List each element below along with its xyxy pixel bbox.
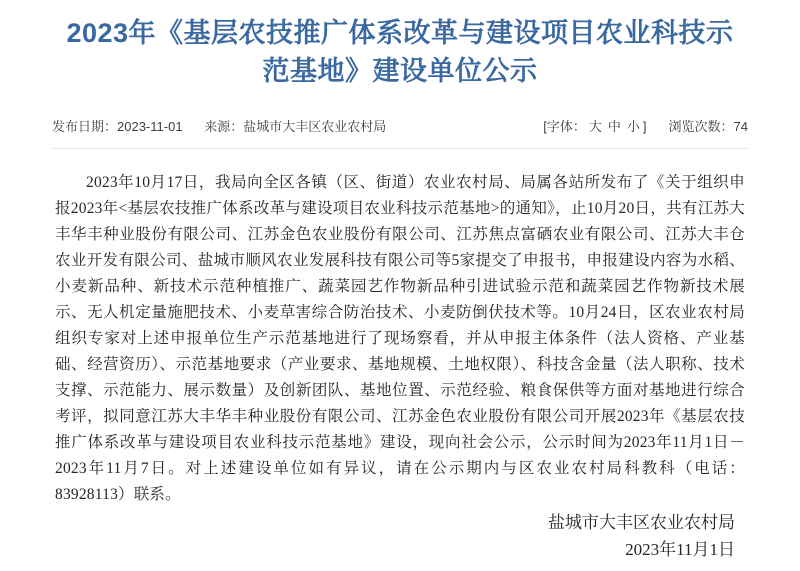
source [204, 119, 386, 134]
publish-date-value: 2023-11-01 [117, 119, 183, 134]
signature-date: 2023年11月1日 [625, 540, 735, 559]
meta-right [543, 116, 748, 135]
signature-block [548, 509, 735, 563]
announcement-body: 2023年10月17日，我局向全区各镇（区、街道）农业农村局、局属各站所发布了《关于组织申报2023年<基层农技推广体系改革与建设项目农业科技示范基地>的通知》，止10月20日，共有江苏大丰华丰种业股份有限公司、江苏金色农业股份有限公司、江苏焦点富硒农业有限公司、江苏大丰仓农业开发有限公司、盐城市顺风农业发展科技有限公司等5家提交了申报书，申报建设内容为水稻、小麦新品种、新技术示范种植推广、蔬菜园艺作物新品种引进试验示范和蔬菜园艺作物新技术展示、无人机定量施肥技术、小麦草害综合防治技术、小麦防倒伏技术等。10月24日，区农业农村局组织专家对上述申报单位生产示范基地进行了现场察看，并从申报主体条件（法人资格、产业基础、经营资历）、示范基地要求（产业要求、基地规模、土地权限）、科技含金量（法人职称、技术支撑、示范能力、展示数量）及创新团队、基地位置、示范经验、粮食保供等方面对基地进行综合考评，拟同意江苏大丰华丰种业股份有限公司、江苏金色农业股份有限公司开展2023年《基层农技推广体系改革与建设项目农业科技示范基地》建设，现向社会公示，公示时间为2023年11月1日－2023年11月7日。对上述建设单位如有异议，请在公示期内与区农业农村局科教科（电话：83928113）联系。 [55, 174, 745, 503]
meta-left [52, 116, 386, 135]
views-label: 浏览次数： [668, 119, 734, 134]
publish-date-label: 发布日期： [52, 119, 118, 134]
view-counter [669, 116, 748, 135]
font-size-prefix: [字体： [543, 119, 586, 134]
publish-date [52, 119, 183, 134]
font-size-suffix: ] [642, 119, 647, 134]
signature-org: 盐城市大丰区农业农村局 [548, 513, 735, 532]
font-size-large-button[interactable]: 大 [588, 119, 602, 134]
source-label: 来源： [204, 119, 244, 134]
source-value: 盐城市大丰区农业农村局 [243, 119, 387, 134]
page-title: 2023年《基层农技推广体系改革与建设项目农业科技示范基地》建设单位公示 [66, 18, 734, 86]
views-count: 74 [733, 119, 748, 134]
font-size-controls [543, 116, 646, 135]
font-size-medium-button[interactable]: 中 [607, 119, 621, 134]
meta-divider [52, 148, 748, 149]
meta-bar [52, 116, 748, 135]
font-size-small-button[interactable]: 小 [626, 119, 640, 134]
